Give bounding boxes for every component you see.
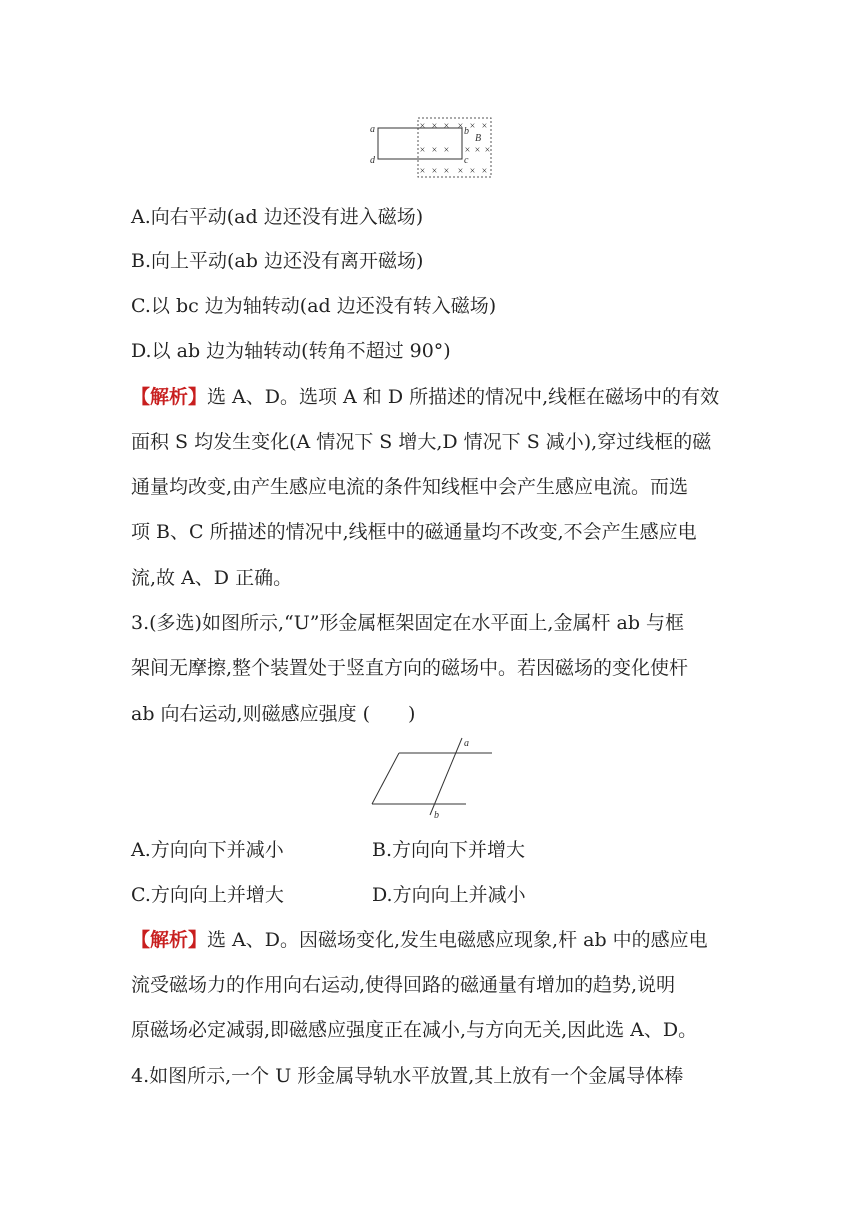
q3-stem-line-1: 3.(多选)如图所示,“U”形金属框架固定在水平面上,金属杆 ab 与框 (131, 612, 685, 634)
q3-analysis-line-3: 原磁场必定减弱,即磁感应强度正在减小,与方向无关,因此选 A、D。 (131, 1019, 698, 1041)
svg-text:×: × (469, 121, 476, 132)
svg-text:×: × (457, 121, 464, 132)
q2-option-c: C.以 bc 边为轴转动(ad 边还没有转入磁场) (131, 295, 497, 317)
q2-analysis-line-3: 通量均改变,由产生感应电流的条件知线框中会产生感应电流。而选 (131, 476, 689, 498)
q3-option-c: C.方向向上并增大 (131, 884, 284, 906)
label-b: b (464, 126, 469, 137)
svg-text:×: × (431, 166, 438, 177)
svg-text:×: × (484, 145, 491, 156)
svg-text:×: × (431, 121, 438, 132)
coil-magnetic-field-figure (366, 112, 496, 182)
q3-analysis-line-2: 流受磁场力的作用向右运动,使得回路的磁通量有增加的趋势,说明 (131, 974, 676, 996)
q3-analysis-line-1: 【解析】选 A、D。因磁场变化,发生电磁感应现象,杆 ab 中的感应电 (131, 929, 708, 951)
q2-analysis-line-1: 【解析】选 A、D。选项 A 和 D 所描述的情况中,线框在磁场中的有效 (131, 386, 720, 408)
label-a: a (464, 738, 469, 749)
q3-option-b: B.方向向下并增大 (372, 839, 526, 861)
analysis-tag: 【解析】 (131, 386, 208, 408)
q3-option-d: D.方向向上并减小 (372, 884, 526, 906)
svg-text:×: × (464, 145, 471, 156)
svg-text:×: × (474, 145, 481, 156)
svg-text:×: × (469, 166, 476, 177)
q2-analysis-line-5: 流,故 A、D 正确。 (131, 567, 293, 589)
q3-stem-line-2: 架间无摩擦,整个装置处于竖直方向的磁场中。若因磁场的变化使杆 (131, 657, 689, 679)
svg-text:×: × (419, 166, 426, 177)
svg-text:×: × (431, 145, 438, 156)
svg-text:×: × (481, 121, 488, 132)
svg-text:×: × (443, 121, 450, 132)
label-a: a (370, 124, 375, 135)
label-d: d (370, 155, 375, 166)
label-c: c (464, 155, 469, 166)
q4-stem-line-1: 4.如图所示,一个 U 形金属导轨水平放置,其上放有一个金属导体棒 (131, 1065, 684, 1087)
svg-text:×: × (419, 145, 426, 156)
q2-analysis-line-4: 项 B、C 所描述的情况中,线框中的磁通量均不改变,不会产生感应电 (131, 521, 697, 543)
q3-stem-line-3: ab 向右运动,则磁感应强度 ( ) (131, 703, 416, 725)
q2-option-a: A.向右平动(ad 边还没有进入磁场) (131, 206, 424, 228)
q2-option-d: D.以 ab 边为轴转动(转角不超过 90°) (131, 340, 451, 362)
u-frame-figure (366, 736, 496, 820)
svg-text:×: × (457, 166, 464, 177)
label-B: B (475, 133, 482, 144)
label-b: b (434, 810, 439, 820)
q2-option-b: B.向上平动(ab 边还没有离开磁场) (131, 250, 424, 272)
svg-text:×: × (443, 166, 450, 177)
svg-text:×: × (419, 121, 426, 132)
svg-text:×: × (443, 145, 450, 156)
analysis-tag: 【解析】 (131, 929, 208, 951)
svg-text:×: × (481, 166, 488, 177)
q2-analysis-line-2: 面积 S 均发生变化(A 情况下 S 增大,D 情况下 S 减小),穿过线框的磁 (131, 431, 712, 453)
q3-option-a: A.方向向下并减小 (131, 839, 284, 861)
